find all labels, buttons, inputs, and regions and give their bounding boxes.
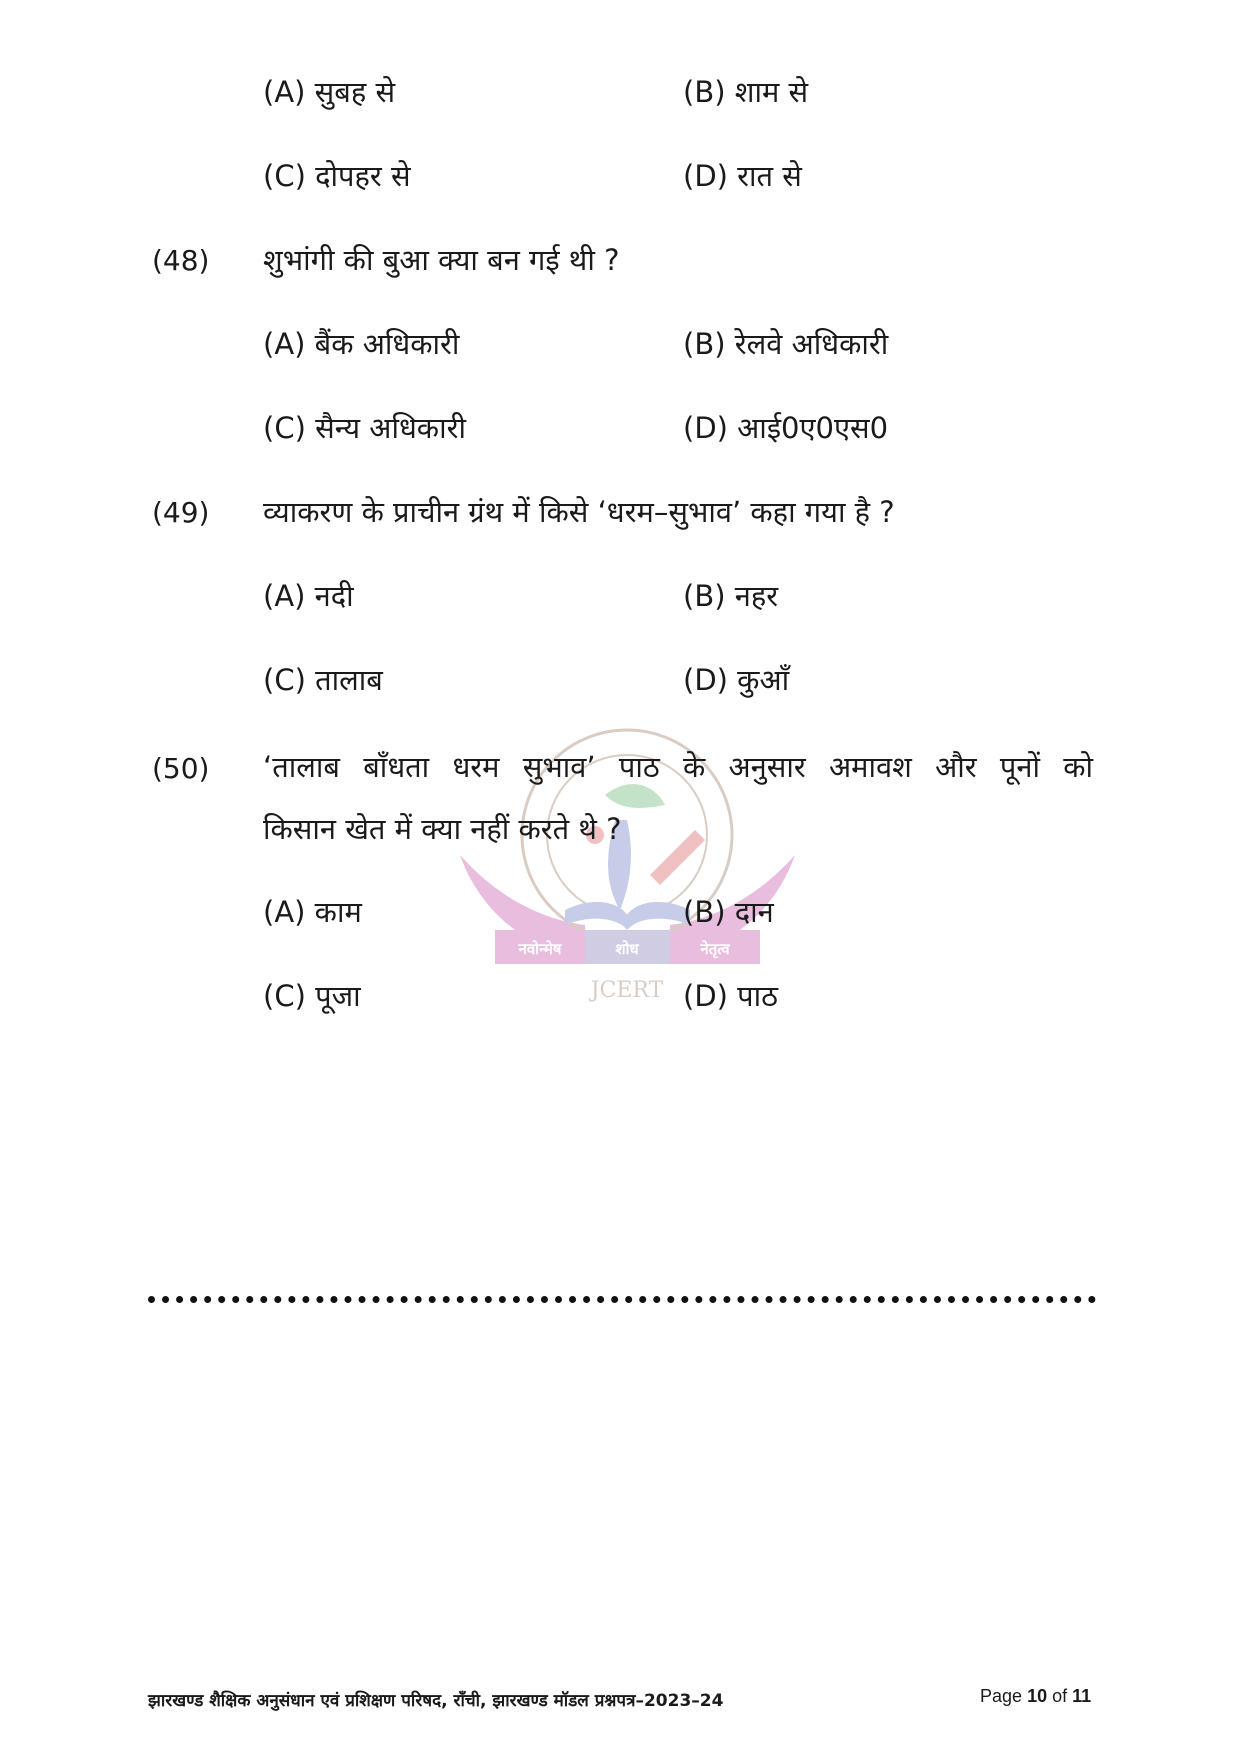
q49-option-c: (C) तालाब bbox=[263, 663, 383, 697]
page-of: of bbox=[1052, 1686, 1068, 1706]
watermark-org: JCERT bbox=[590, 978, 664, 1003]
page-prefix: Page bbox=[980, 1686, 1023, 1706]
page-current: 10 bbox=[1027, 1686, 1048, 1706]
watermark-word-1: नवोन्मेष bbox=[518, 940, 562, 958]
footer-institution: झारखण्ड शैक्षिक अनुसंधान एवं प्रशिक्षण परिषद, राँची, झारखण्ड मॉडल प्रश्नपत्र–2023–24 bbox=[148, 1691, 724, 1711]
q48-option-c: (C) सैन्य अधिकारी bbox=[263, 411, 466, 445]
q50-text-line1: ‘तालाब बाँधता धरम सुभाव’ पाठ के अनुसार अमावश और पूनों को bbox=[263, 750, 1093, 784]
q47-option-a: (A) सुबह से bbox=[263, 75, 396, 109]
watermark-word-3: नेतृत्व bbox=[700, 940, 730, 958]
footer-page-number bbox=[980, 1686, 1091, 1707]
q49-option-b: (B) नहर bbox=[683, 579, 779, 613]
q48-option-a: (A) बैंक अधिकारी bbox=[263, 327, 460, 361]
page-total: 11 bbox=[1072, 1686, 1092, 1706]
q49-number: (49) bbox=[152, 496, 210, 529]
q49-option-d: (D) कुआँ bbox=[683, 663, 790, 697]
q48-option-b: (B) रेलवे अधिकारी bbox=[683, 327, 889, 361]
watermark-pencil bbox=[650, 830, 705, 885]
q50-option-d: (D) पाठ bbox=[683, 979, 779, 1013]
q49-text: व्याकरण के प्राचीन ग्रंथ में किसे ‘धरम–सुभाव’ कहा गया है ? bbox=[263, 495, 895, 529]
watermark-leaf bbox=[605, 784, 665, 808]
q50-text-line2: किसान खेत में क्या नहीं करते थे ? bbox=[263, 812, 622, 846]
q47-option-c: (C) दोपहर से bbox=[263, 159, 411, 193]
watermark-word-2: शोध bbox=[615, 940, 639, 958]
q48-text: शुभांगी की बुआ क्या बन गई थी ? bbox=[263, 243, 620, 277]
dotted-separator bbox=[148, 1296, 1096, 1303]
q48-number: (48) bbox=[152, 244, 210, 277]
q47-option-d: (D) रात से bbox=[683, 159, 802, 193]
q50-option-a: (A) काम bbox=[263, 895, 362, 929]
q50-option-c: (C) पूजा bbox=[263, 979, 361, 1013]
q50-option-b: (B) दान bbox=[683, 895, 774, 929]
q50-number: (50) bbox=[152, 752, 210, 785]
q48-option-d: (D) आई0ए0एस0 bbox=[683, 411, 889, 445]
q47-option-b: (B) शाम से bbox=[683, 75, 809, 109]
q49-option-a: (A) नदी bbox=[263, 579, 354, 613]
